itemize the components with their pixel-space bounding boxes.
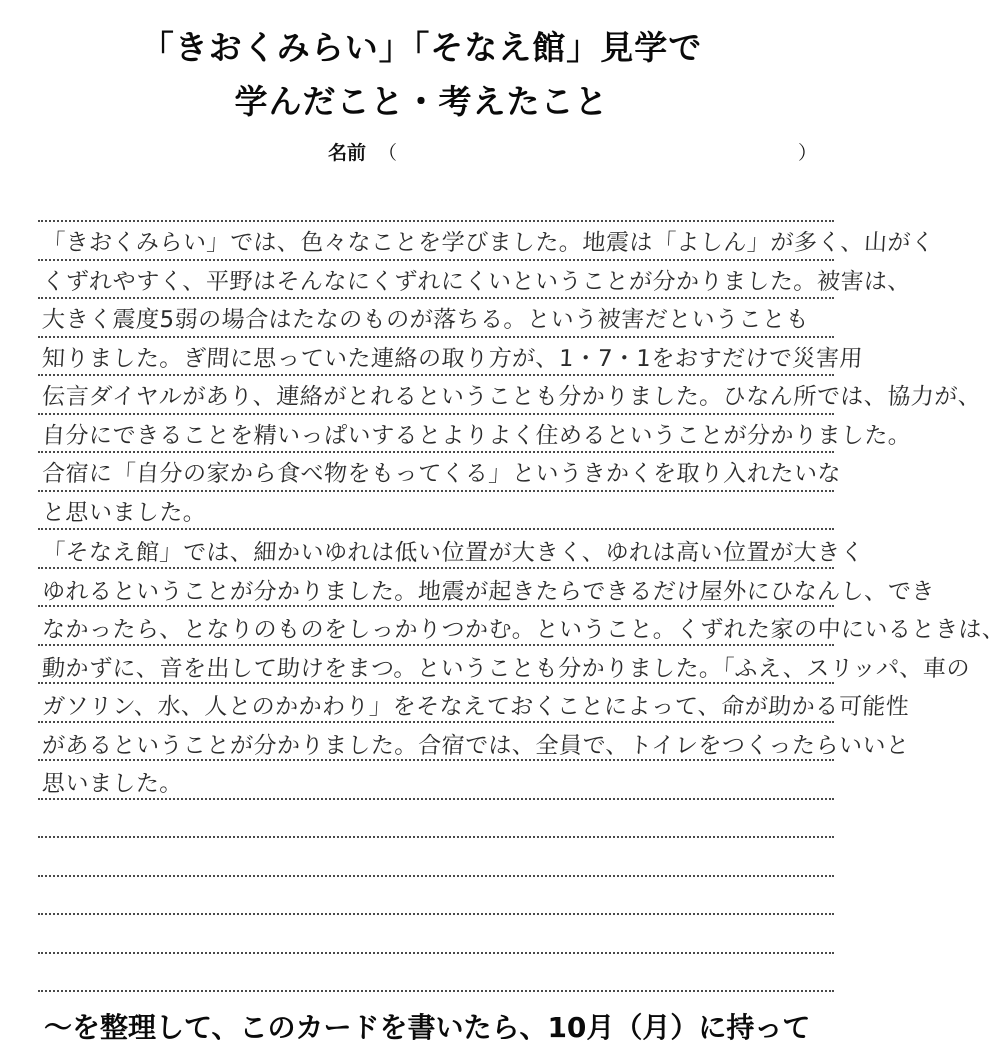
ruled-line <box>38 336 834 338</box>
ruled-line <box>38 451 834 453</box>
handwritten-line: なかったら、となりのものをしっかりつかむ。ということ。くずれた家の中にいるときは、 <box>41 617 1006 643</box>
ruled-line <box>38 952 834 954</box>
handwritten-line: があるということが分かりました。合宿では、全員で、トイレをつくったらいいと <box>41 733 911 759</box>
handwritten-line: 「きおくみらい」では、色々なことを学びました。地震は「よしん」が多く、山がく <box>41 230 936 256</box>
handwritten-line: 知りました。ぎ問に思っていた連絡の取り方が、1・7・1をおすだけで災害用 <box>41 346 864 372</box>
handwritten-line: と思いました。 <box>41 500 208 526</box>
name-paren-open: （ <box>378 142 398 164</box>
handwritten-line: 動かずに、音を出して助けをまつ。ということも分かりました。「ふえ、スリッパ、車の <box>41 656 971 682</box>
handwritten-line: 自分にできることを精いっぱいするとよりよく住めるということが分かりました。 <box>41 423 913 449</box>
ruled-line <box>38 836 834 838</box>
name-paren-close: ） <box>798 142 818 164</box>
handwritten-line: ガソリン、水、人とのかかわり」をそなえておくことによって、命が助かる可能性 <box>41 694 910 720</box>
page-title-line-2: 学んだこと・考えたこと <box>234 82 609 121</box>
ruled-line <box>38 220 834 222</box>
handwritten-line: 大きく震度5弱の場合はたなのものが落ちる。という被害だということも <box>41 307 810 333</box>
handwritten-line: 伝言ダイヤルがあり、連絡がとれるということも分かりました。ひなん所では、協力が、 <box>41 384 982 410</box>
name-field <box>328 138 818 168</box>
handwritten-line: くずれやすく、平野はそんなにくずれにくいということが分かりました。被害は、 <box>41 269 912 295</box>
page-title-line-1: 「きおくみらい」「そなえ館」見学で <box>140 28 703 67</box>
ruled-line <box>38 875 834 877</box>
handwritten-line: 合宿に「自分の家から食べ物をもってくる」というきかくを取り入れたいな <box>41 461 842 487</box>
handwritten-line: ゆれるということが分かりました。地震が起きたらできるだけ屋外にひなんし、でき <box>41 579 936 605</box>
ruled-line <box>38 259 834 261</box>
bottom-instruction-text <box>44 1006 844 1044</box>
ruled-line <box>38 490 834 492</box>
ruled-line <box>38 374 834 376</box>
ruled-line <box>38 528 834 530</box>
ruled-line <box>38 913 834 915</box>
bottom-instruction-label: ～を整理して、このカードを書いたら、10月（月）に持って <box>44 1011 811 1044</box>
name-label: 名前 <box>328 142 367 164</box>
ruled-line <box>38 413 834 415</box>
handwritten-line: 思いました。 <box>41 771 184 797</box>
handwritten-line: 「そなえ館」では、細かいゆれは低い位置が大きく、ゆれは高い位置が大きく <box>41 540 865 566</box>
ruled-line <box>38 990 834 992</box>
ruled-line <box>38 297 834 299</box>
